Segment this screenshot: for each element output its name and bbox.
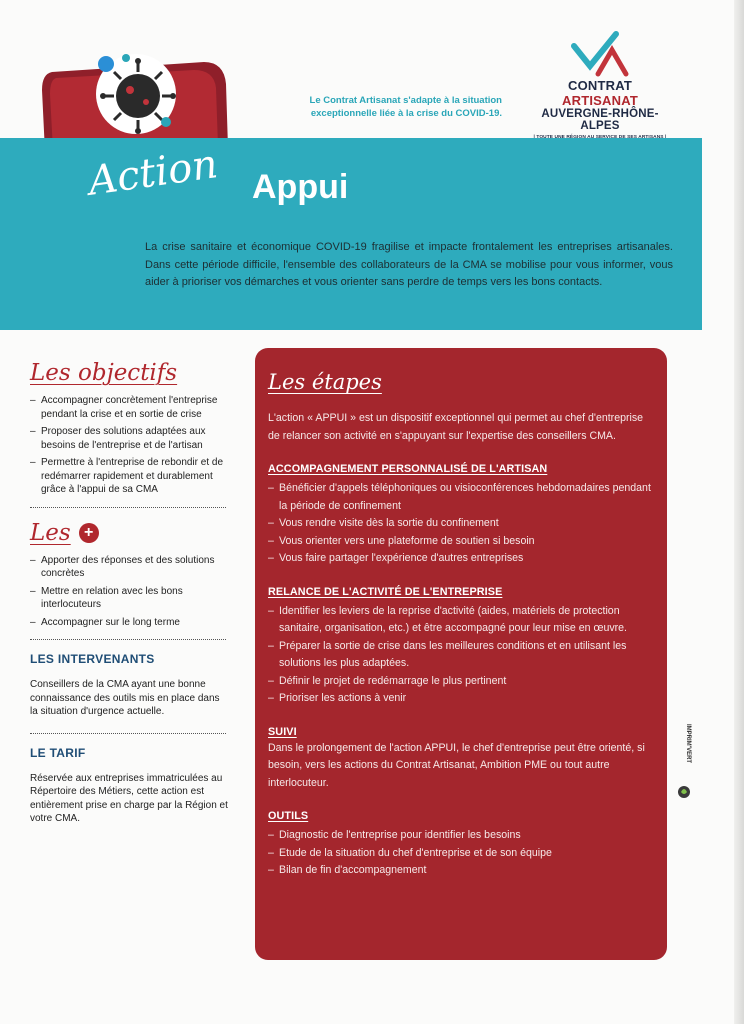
list-item: – Préparer la sortie de crise dans les meilleures conditions et en utilisant les solutions les plus adaptées. xyxy=(268,638,653,673)
etapes-card xyxy=(255,348,667,960)
relance-list xyxy=(268,603,653,708)
list-item: – Vous faire partager l'expérience d'autres entreprises xyxy=(268,550,653,568)
list-item: – Vous orienter vers une plateforme de soutien si besoin xyxy=(268,533,653,551)
tarif-text: Réservée aux entreprises immatriculées au Répertoire des Métiers, cette action est entièrement prise en charge par la Région et votre CMA. xyxy=(30,772,228,824)
outils-list xyxy=(268,827,653,880)
imprim-vert-label: IMPRIM'VERT xyxy=(685,724,691,764)
list-item: – Bilan de fin d'accompagnement xyxy=(268,862,653,880)
tagline: Le Contrat Artisanat s'adapte à la situation exceptionnelle liée à la crise du COVID-19. xyxy=(309,95,502,119)
etapes-heading: Les étapes xyxy=(268,370,382,394)
list-item: – Diagnostic de l'entreprise pour identifier les besoins xyxy=(268,827,653,845)
accompagnement-list xyxy=(268,480,653,568)
intervenants-text: Conseillers de la CMA ayant une bonne connaissance des outils mis en place dans la situation d'urgence actuelle. xyxy=(30,679,220,717)
plus-heading-label: Les xyxy=(30,519,71,546)
objectifs-list xyxy=(30,394,230,497)
list-item: – Accompagner sur le long terme xyxy=(30,616,230,630)
left-column xyxy=(30,360,230,826)
list-item: – Identifier les leviers de la reprise d'activité (aides, matériels de protection sanitaire, organisation, etc.) et être accompagné pour leur mise en œuvre. xyxy=(268,603,653,638)
brand-name: CONTRAT ARTISANAT xyxy=(562,78,638,108)
action-script-word: Action xyxy=(85,141,221,205)
list-item: – Vous rendre visite dès la sortie du confinement xyxy=(268,515,653,533)
imprim-vert-logo xyxy=(676,722,692,802)
list-item: – Définir le projet de redémarrage le plus pertinent xyxy=(268,673,653,691)
section-title-suivi: SUIVI xyxy=(268,725,297,738)
brand-region: AUVERGNE-RHÔNE-ALPES xyxy=(541,108,659,132)
section-title-outils: OUTILS xyxy=(268,810,309,822)
list-item: – Apporter des réponses et des solutions concrètes xyxy=(30,554,230,581)
list-item: – Permettre à l'entreprise de rebondir et de redémarrer rapidement et durablement grâce à l'appui de sa CMA xyxy=(30,456,230,497)
intervenants-title: LES INTERVENANTS xyxy=(30,652,155,666)
dotted-divider xyxy=(30,639,226,640)
etapes-intro: L'action « APPUI » est un dispositif exceptionnel qui permet au chef d'entreprise de relancer son activité en s'appuyant sur l'expertise des conseillers CMA. xyxy=(268,412,644,442)
suivi-text: Dans le prolongement de l'action APPUI, le chef d'entreprise peut être orienté, si besoin, vers les actions du Contrat Artisanat, Ambition PME ou tout autre interlocuteur. xyxy=(268,741,645,789)
list-item: – Bénéficier d'appels téléphoniques ou visioconférences hebdomadaires pendant la période de confinement xyxy=(268,480,653,515)
list-item: – Accompagner concrètement l'entreprise pendant la crise et en sortie de crise xyxy=(30,394,230,421)
section-title-accompagnement: ACCOMPAGNEMENT PERSONNALISÉ DE L'ARTISAN xyxy=(268,463,548,475)
contrat-artisanat-logo-icon xyxy=(568,30,632,78)
objectifs-heading: Les objectifs xyxy=(30,360,178,386)
plus-list xyxy=(30,554,230,630)
tarif-title: LE TARIF xyxy=(30,745,86,760)
plus-heading xyxy=(30,520,230,546)
brand-logo xyxy=(530,30,670,140)
plus-icon: + xyxy=(79,523,99,543)
page-edge xyxy=(734,0,744,1024)
page-title: Appui xyxy=(252,168,349,206)
list-item: – Mettre en relation avec les bons interlocuteurs xyxy=(30,585,230,612)
list-item: – Etude de la situation du chef d'entreprise et de son équipe xyxy=(268,845,653,863)
list-item: – Proposer des solutions adaptées aux besoins de l'entreprise et de l'artisan xyxy=(30,425,230,452)
dotted-divider xyxy=(30,733,226,734)
intro-paragraph: La crise sanitaire et économique COVID-19 fragilise et impacte frontalement les entreprises artisanales. Dans cette période difficile, l'ensemble des collaborateurs de la CMA se mobilise pour vous informer, vous aider à prioriser vos démarches et vous orienter sans perdre de temps vers les bons contacts. xyxy=(145,241,673,288)
list-item: – Prioriser les actions à venir xyxy=(268,690,653,708)
dotted-divider xyxy=(30,507,226,508)
section-title-relance: RELANCE DE L'ACTIVITÉ DE L'ENTREPRISE xyxy=(268,585,503,598)
